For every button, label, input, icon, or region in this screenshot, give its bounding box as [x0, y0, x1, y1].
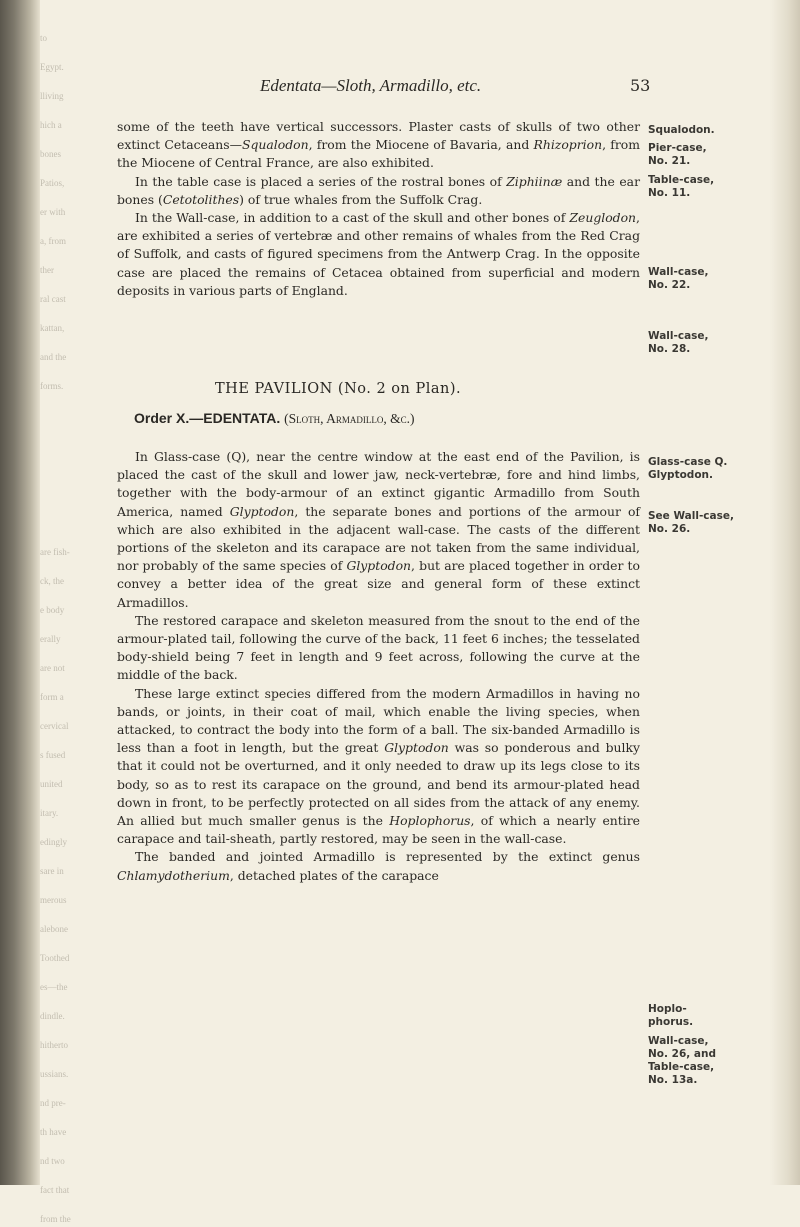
- bleed-fragment: kattan,: [40, 323, 65, 333]
- bleed-fragment: are fish-: [40, 547, 70, 557]
- page-edge: [770, 0, 800, 1185]
- paragraph: In the table case is placed a series of the rostral bones of Ziphiinæ and the ear bones (Cetotolithes) of true whales from the Suffolk Crag.: [117, 173, 640, 207]
- bleed-fragment: s fused: [40, 750, 66, 760]
- bleed-fragment: cervical: [40, 721, 69, 731]
- bleed-fragment: edingly: [40, 837, 67, 847]
- bleed-fragment: merous: [40, 895, 67, 905]
- bleed-fragment: Toothed: [40, 953, 70, 963]
- margin-note: Hoplo-phorus.: [648, 1003, 694, 1028]
- bleed-fragment: form a: [40, 692, 64, 702]
- paragraph: The restored carapace and skeleton measured from the snout to the end of the armour-plated tail, following the curve of the back, 11 feet 6 inches; the tesselated body-shield being 7 feet in length and 9 feet across, following the curve at the middle of the back.: [117, 612, 640, 683]
- facing-page-bleed: [40, 0, 110, 1224]
- bleed-fragment: fact that: [40, 1185, 70, 1195]
- bleed-fragment: nd pre-: [40, 1098, 66, 1108]
- bleed-fragment: lliving: [40, 91, 64, 101]
- bleed-fragment: itary.: [40, 808, 59, 818]
- bleed-fragment: ral cast: [40, 294, 66, 304]
- bleed-fragment: hich a: [40, 120, 62, 130]
- bleed-fragment: sare in: [40, 866, 64, 876]
- order-title: Order X.—EDENTATA. (Sloth, Armadillo, &c.): [134, 410, 415, 426]
- bleed-fragment: a, from: [40, 236, 66, 246]
- margin-note: Wall-case, No. 26, and Table-case, No. 13a.: [648, 1035, 716, 1086]
- bleed-fragment: and the: [40, 352, 67, 362]
- bleed-fragment: forms.: [40, 381, 64, 391]
- margin-note: Table-case, No. 11.: [648, 174, 715, 199]
- paragraph: some of the teeth have vertical successors. Plaster casts of skulls of two other extinct Cetaceans—Squalodon, from the Miocene of Bavaria, and Rhizoprion, from the Miocene of Central France, are also exhibited.: [117, 119, 640, 171]
- bleed-fragment: e body: [40, 605, 65, 615]
- running-head: Edentata—Sloth, Armadillo, etc.: [260, 76, 482, 95]
- paragraph: In the Wall-case, in addition to a cast of the skull and other bones of Zeuglodon, are exhibited a series of vertebræ and other remains of whales from the Red Crag of Suffolk, and casts of figured specimens from the Antwerp Crag. In the opposite case are placed the remains of Cetacea obtained from superficial and modern deposits in various parts of England.: [117, 210, 640, 298]
- bleed-fragment: Patios,: [40, 178, 65, 188]
- bleed-fragment: nd two: [40, 1156, 65, 1166]
- text-block-cetacea: [117, 118, 640, 300]
- margin-note: See Wall-case, No. 26.: [648, 510, 734, 535]
- bleed-fragment: are not: [40, 663, 65, 673]
- bleed-fragment: erally: [40, 634, 61, 644]
- page-number: 53: [630, 76, 651, 95]
- bleed-fragment: bones: [40, 149, 61, 159]
- text-block-edentata: [117, 448, 640, 885]
- bleed-fragment: dindle.: [40, 1011, 65, 1021]
- bleed-fragment: ussians.: [40, 1069, 69, 1079]
- bleed-fragment: from the: [40, 1214, 71, 1224]
- margin-note: Wall-case, No. 28.: [648, 330, 709, 355]
- bleed-fragment: ther: [40, 265, 54, 275]
- section-title: THE PAVILION (No. 2 on Plan).: [215, 381, 462, 397]
- margin-note: Wall-case, No. 22.: [648, 266, 709, 291]
- bleed-fragment: Egypt.: [40, 62, 64, 72]
- margin-note: Squalodon.: [648, 124, 715, 136]
- paragraph: The banded and jointed Armadillo is represented by the extinct genus Chlamydotherium, detached plates of the carapace: [117, 849, 640, 883]
- bleed-fragment: alebone: [40, 924, 68, 934]
- paragraph: In Glass-case (Q), near the centre window at the east end of the Pavilion, is placed the cast of the skull and lower jaw, neck-vertebræ, fore and hind limbs, together with the body-armour of an extinct gigantic Armadillo from South America, named Glyptodon, the separate bones and portions of the armour of which are also exhibited in the adjacent wall-case. The casts of the different portions of the skeleton and its carapace are not taken from the same individual, nor probably of the same species of Glyptodon, but are placed together in order to convey a better idea of the great size and general form of these extinct Armadillos.: [117, 449, 640, 610]
- bleed-fragment: es—the: [40, 982, 68, 992]
- margin-note: Glass-case Q. Glyptodon.: [648, 456, 728, 481]
- book-gutter: [0, 0, 40, 1185]
- bleed-fragment: ck, the: [40, 576, 64, 586]
- paragraph: These large extinct species differed from the modern Armadillos in having no bands, or joints, in their coat of mail, which enable the living species, when attacked, to contract the body into the form of a ball. The six-banded Armadillo is less than a foot in length, but the great Glyptodon was so ponderous and bulky that it could not be overturned, and it only needed to draw up its legs close to its body, so as to rest its carapace on the ground, and bend its armour-plated head down in front, to be perfectly protected on all sides from the attack of any enemy. An allied but much smaller genus is the Hoplophorus, of which a nearly entire carapace and tail-sheath, partly restored, may be seen in the wall-case.: [117, 685, 640, 847]
- bleed-fragment: th have: [40, 1127, 67, 1137]
- margin-note: Pier-case, No. 21.: [648, 142, 707, 167]
- bleed-fragment: united: [40, 779, 63, 789]
- bleed-fragment: er with: [40, 207, 66, 217]
- bleed-fragment: to: [40, 33, 48, 43]
- bleed-fragment: hitherto: [40, 1040, 68, 1050]
